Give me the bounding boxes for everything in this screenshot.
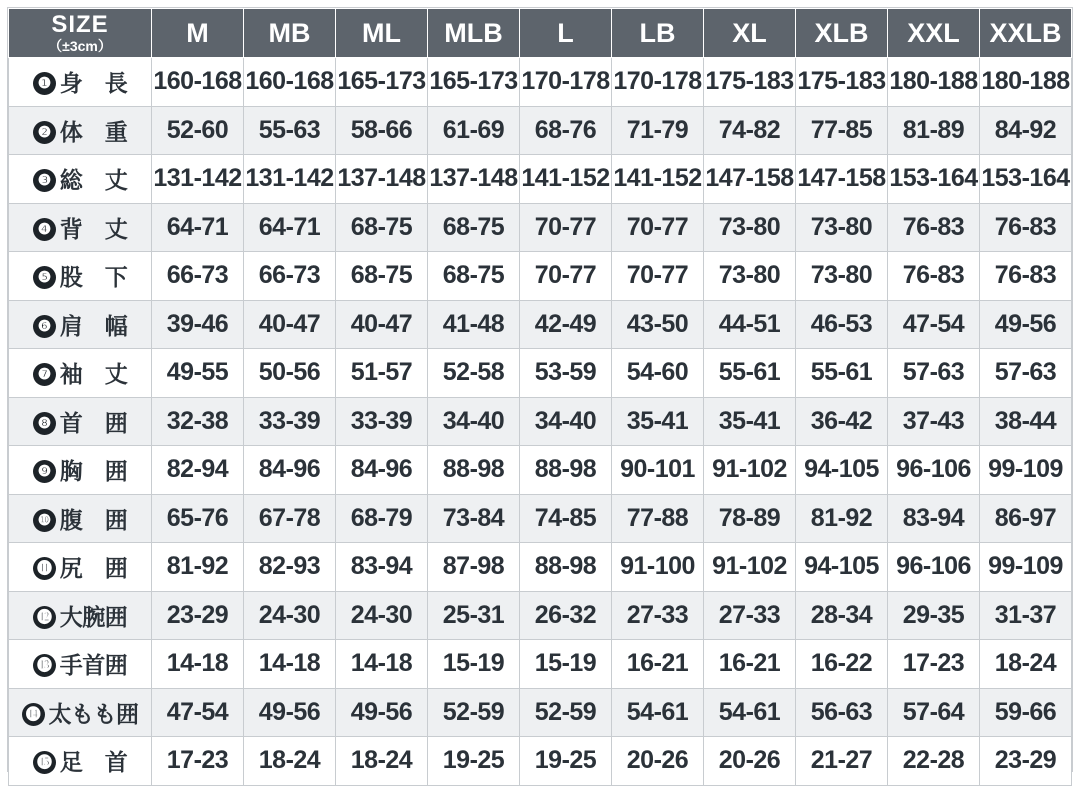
row-number-badge: ❸: [33, 169, 56, 192]
cell-value: 55-63: [244, 106, 336, 155]
table-row: [9, 349, 1072, 398]
cell-value: 147-158: [704, 155, 796, 204]
cell-value: 83-94: [888, 494, 980, 543]
cell-value: 84-92: [980, 106, 1072, 155]
row-label: [9, 494, 152, 543]
cell-value: 57-64: [888, 688, 980, 737]
cell-value: 51-57: [336, 349, 428, 398]
cell-value: 52-59: [520, 688, 612, 737]
row-label-text: 大腕囲: [59, 603, 128, 630]
cell-value: 94-105: [796, 446, 888, 495]
cell-value: 50-56: [244, 349, 336, 398]
row-label: [9, 300, 152, 349]
cell-value: 16-21: [612, 640, 704, 689]
row-label-text: 肩 幅: [59, 312, 128, 339]
cell-value: 59-66: [980, 688, 1072, 737]
cell-value: 77-85: [796, 106, 888, 155]
cell-value: 18-24: [980, 640, 1072, 689]
cell-value: 14-18: [244, 640, 336, 689]
table-row: [9, 203, 1072, 252]
cell-value: 32-38: [152, 397, 244, 446]
cell-value: 64-71: [244, 203, 336, 252]
cell-value: 99-109: [980, 543, 1072, 592]
cell-value: 88-98: [428, 446, 520, 495]
cell-value: 20-26: [612, 737, 704, 786]
cell-value: 37-43: [888, 397, 980, 446]
cell-value: 28-34: [796, 591, 888, 640]
cell-value: 35-41: [612, 397, 704, 446]
row-number-badge: ❹: [33, 218, 56, 241]
cell-value: 73-80: [704, 252, 796, 301]
cell-value: 57-63: [888, 349, 980, 398]
cell-value: 74-85: [520, 494, 612, 543]
cell-value: 40-47: [336, 300, 428, 349]
cell-value: 17-23: [152, 737, 244, 786]
cell-value: 165-173: [336, 58, 428, 107]
cell-value: 55-61: [796, 349, 888, 398]
cell-value: 46-53: [796, 300, 888, 349]
cell-value: 26-32: [520, 591, 612, 640]
cell-value: 36-42: [796, 397, 888, 446]
table-row: [9, 397, 1072, 446]
row-label: [9, 446, 152, 495]
table-row: [9, 155, 1072, 204]
cell-value: 47-54: [888, 300, 980, 349]
cell-value: 78-89: [704, 494, 796, 543]
table-row: [9, 640, 1072, 689]
cell-value: 58-66: [336, 106, 428, 155]
cell-value: 65-76: [152, 494, 244, 543]
table-header-row: [9, 9, 1072, 58]
cell-value: 52-60: [152, 106, 244, 155]
row-label: [9, 203, 152, 252]
cell-value: 16-21: [704, 640, 796, 689]
row-label-text: 尻 囲: [59, 555, 128, 582]
row-number-badge: ⓯: [33, 751, 56, 774]
table-row: [9, 543, 1072, 592]
cell-value: 19-25: [520, 737, 612, 786]
cell-value: 131-142: [152, 155, 244, 204]
cell-value: 39-46: [152, 300, 244, 349]
cell-value: 61-69: [428, 106, 520, 155]
cell-value: 49-55: [152, 349, 244, 398]
cell-value: 27-33: [704, 591, 796, 640]
row-label-text: 胸 囲: [59, 458, 128, 485]
cell-value: 153-164: [888, 155, 980, 204]
cell-value: 153-164: [980, 155, 1072, 204]
cell-value: 73-84: [428, 494, 520, 543]
table-row: [9, 106, 1072, 155]
cell-value: 81-89: [888, 106, 980, 155]
cell-value: 64-71: [152, 203, 244, 252]
cell-value: 19-25: [428, 737, 520, 786]
row-number-badge: ❶: [33, 72, 56, 95]
cell-value: 52-58: [428, 349, 520, 398]
cell-value: 34-40: [520, 397, 612, 446]
cell-value: 81-92: [152, 543, 244, 592]
cell-value: 175-183: [796, 58, 888, 107]
row-label-text: 腹 囲: [59, 506, 128, 533]
cell-value: 137-148: [428, 155, 520, 204]
cell-value: 66-73: [152, 252, 244, 301]
cell-value: 44-51: [704, 300, 796, 349]
cell-value: 76-83: [980, 252, 1072, 301]
table-row: [9, 252, 1072, 301]
row-label-text: 太もも囲: [48, 700, 139, 727]
cell-value: 87-98: [428, 543, 520, 592]
cell-value: 180-188: [888, 58, 980, 107]
cell-value: 52-59: [428, 688, 520, 737]
cell-value: 94-105: [796, 543, 888, 592]
row-number-badge: ⓭: [33, 654, 56, 677]
cell-value: 70-77: [612, 252, 704, 301]
cell-value: 68-76: [520, 106, 612, 155]
cell-value: 18-24: [336, 737, 428, 786]
cell-value: 17-23: [888, 640, 980, 689]
cell-value: 70-77: [520, 252, 612, 301]
cell-value: 41-48: [428, 300, 520, 349]
row-number-badge: ❽: [33, 412, 56, 435]
cell-value: 68-75: [428, 252, 520, 301]
row-label-text: 身 長: [59, 70, 128, 97]
table-row: [9, 737, 1072, 786]
cell-value: 77-88: [612, 494, 704, 543]
cell-value: 68-75: [428, 203, 520, 252]
cell-value: 73-80: [704, 203, 796, 252]
cell-value: 70-77: [520, 203, 612, 252]
row-number-badge: ⓮: [22, 703, 45, 726]
cell-value: 74-82: [704, 106, 796, 155]
table-row: [9, 494, 1072, 543]
row-label: [9, 252, 152, 301]
cell-value: 84-96: [244, 446, 336, 495]
cell-value: 40-47: [244, 300, 336, 349]
cell-value: 33-39: [336, 397, 428, 446]
column-header-xl: XL: [704, 9, 796, 58]
row-label-text: 体 重: [59, 118, 128, 145]
cell-value: 73-80: [796, 203, 888, 252]
table-row: [9, 446, 1072, 495]
column-header-ml: ML: [336, 9, 428, 58]
cell-value: 71-79: [612, 106, 704, 155]
column-header-l: L: [520, 9, 612, 58]
cell-value: 14-18: [336, 640, 428, 689]
row-label-text: 首 囲: [59, 409, 128, 436]
cell-value: 141-152: [612, 155, 704, 204]
cell-value: 141-152: [520, 155, 612, 204]
cell-value: 160-168: [244, 58, 336, 107]
cell-value: 20-26: [704, 737, 796, 786]
cell-value: 86-97: [980, 494, 1072, 543]
cell-value: 33-39: [244, 397, 336, 446]
column-header-m: M: [152, 9, 244, 58]
table-body: [9, 58, 1072, 786]
row-number-badge: ⓫: [33, 557, 56, 580]
cell-value: 91-102: [704, 543, 796, 592]
cell-value: 96-106: [888, 446, 980, 495]
row-number-badge: ❺: [33, 266, 56, 289]
cell-value: 35-41: [704, 397, 796, 446]
cell-value: 31-37: [980, 591, 1072, 640]
cell-value: 68-75: [336, 203, 428, 252]
cell-value: 18-24: [244, 737, 336, 786]
cell-value: 38-44: [980, 397, 1072, 446]
cell-value: 34-40: [428, 397, 520, 446]
row-label: [9, 688, 152, 737]
cell-value: 14-18: [152, 640, 244, 689]
cell-value: 83-94: [336, 543, 428, 592]
cell-value: 42-49: [520, 300, 612, 349]
row-label: [9, 591, 152, 640]
column-header-mlb: MLB: [428, 9, 520, 58]
cell-value: 49-56: [980, 300, 1072, 349]
cell-value: 27-33: [612, 591, 704, 640]
cell-value: 15-19: [520, 640, 612, 689]
cell-value: 175-183: [704, 58, 796, 107]
cell-value: 66-73: [244, 252, 336, 301]
cell-value: 76-83: [888, 252, 980, 301]
row-label-text: 袖 丈: [59, 361, 128, 388]
row-label: [9, 106, 152, 155]
column-header-mb: MB: [244, 9, 336, 58]
cell-value: 56-63: [796, 688, 888, 737]
row-label-text: 股 下: [59, 264, 128, 291]
cell-value: 16-22: [796, 640, 888, 689]
row-label-text: 手首囲: [59, 652, 128, 679]
row-label: [9, 737, 152, 786]
row-number-badge: ❾: [33, 460, 56, 483]
cell-value: 47-54: [152, 688, 244, 737]
row-label: [9, 397, 152, 446]
cell-value: 68-75: [336, 252, 428, 301]
cell-value: 70-77: [612, 203, 704, 252]
row-number-badge: ❿: [33, 509, 56, 532]
row-label: [9, 58, 152, 107]
cell-value: 170-178: [612, 58, 704, 107]
cell-value: 68-79: [336, 494, 428, 543]
cell-value: 131-142: [244, 155, 336, 204]
cell-value: 147-158: [796, 155, 888, 204]
table-corner-cell: [9, 9, 152, 58]
cell-value: 91-100: [612, 543, 704, 592]
table-header: [9, 9, 1072, 58]
corner-tolerance: （±3cm）: [48, 38, 112, 54]
cell-value: 82-93: [244, 543, 336, 592]
cell-value: 180-188: [980, 58, 1072, 107]
cell-value: 165-173: [428, 58, 520, 107]
table-row: [9, 688, 1072, 737]
cell-value: 54-61: [704, 688, 796, 737]
cell-value: 88-98: [520, 446, 612, 495]
cell-value: 25-31: [428, 591, 520, 640]
cell-value: 76-83: [888, 203, 980, 252]
row-number-badge: ❼: [33, 363, 56, 386]
cell-value: 43-50: [612, 300, 704, 349]
cell-value: 24-30: [336, 591, 428, 640]
cell-value: 96-106: [888, 543, 980, 592]
cell-value: 88-98: [520, 543, 612, 592]
size-chart-table-container: [7, 7, 1073, 776]
row-label: [9, 155, 152, 204]
cell-value: 91-102: [704, 446, 796, 495]
column-header-xxl: XXL: [888, 9, 980, 58]
cell-value: 90-101: [612, 446, 704, 495]
cell-value: 99-109: [980, 446, 1072, 495]
cell-value: 15-19: [428, 640, 520, 689]
table-row: [9, 58, 1072, 107]
row-label-text: 背 丈: [59, 215, 128, 242]
cell-value: 170-178: [520, 58, 612, 107]
row-label: [9, 640, 152, 689]
table-row: [9, 591, 1072, 640]
cell-value: 21-27: [796, 737, 888, 786]
column-header-xlb: XLB: [796, 9, 888, 58]
cell-value: 24-30: [244, 591, 336, 640]
cell-value: 67-78: [244, 494, 336, 543]
cell-value: 55-61: [704, 349, 796, 398]
cell-value: 57-63: [980, 349, 1072, 398]
cell-value: 23-29: [980, 737, 1072, 786]
row-label-text: 足 首: [59, 749, 128, 776]
table-row: [9, 300, 1072, 349]
cell-value: 49-56: [336, 688, 428, 737]
column-header-xxlb: XXLB: [980, 9, 1072, 58]
row-number-badge: ❷: [33, 121, 56, 144]
row-number-badge: ⓬: [33, 606, 56, 629]
row-number-badge: ❻: [33, 315, 56, 338]
row-label: [9, 543, 152, 592]
cell-value: 160-168: [152, 58, 244, 107]
cell-value: 84-96: [336, 446, 428, 495]
cell-value: 81-92: [796, 494, 888, 543]
cell-value: 76-83: [980, 203, 1072, 252]
corner-title: SIZE: [51, 11, 109, 38]
row-label: [9, 349, 152, 398]
cell-value: 73-80: [796, 252, 888, 301]
cell-value: 54-61: [612, 688, 704, 737]
column-header-lb: LB: [612, 9, 704, 58]
row-label-text: 総 丈: [59, 167, 128, 194]
cell-value: 22-28: [888, 737, 980, 786]
cell-value: 29-35: [888, 591, 980, 640]
cell-value: 49-56: [244, 688, 336, 737]
cell-value: 82-94: [152, 446, 244, 495]
cell-value: 54-60: [612, 349, 704, 398]
cell-value: 53-59: [520, 349, 612, 398]
cell-value: 23-29: [152, 591, 244, 640]
cell-value: 137-148: [336, 155, 428, 204]
size-chart-table: [8, 8, 1072, 786]
